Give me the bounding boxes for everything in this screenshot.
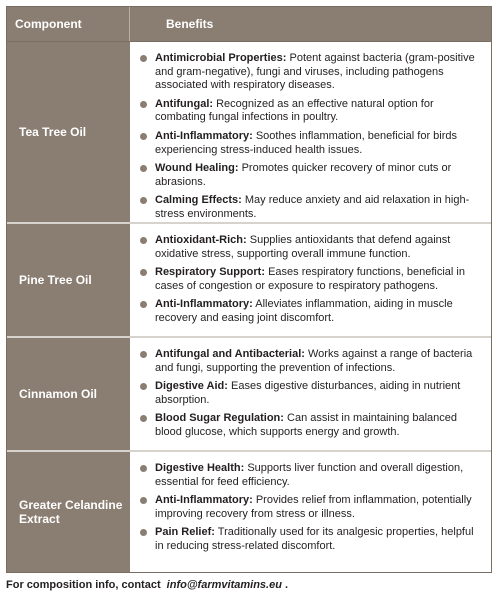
list-item [140, 348, 481, 375]
benefit-text: Provides relief from inflammation, potentially improving recovery from stress or illness. [155, 494, 472, 520]
benefit-list [130, 338, 491, 450]
list-item [140, 130, 481, 157]
benefit-text: Works against a range of bacteria and fungi, supporting the prevention of infections. [155, 348, 473, 374]
benefit-title: Calming Effects: [155, 194, 242, 207]
header-benefits: Benefits [166, 17, 214, 31]
bullet-icon [140, 465, 147, 472]
table-row [7, 338, 491, 452]
bullet-icon [140, 351, 147, 358]
component-name: Tea Tree Oil [7, 42, 130, 222]
benefit-text: Potent against bacteria (gram-positive and gram-negative), fungi and viruses, including pathogens associated with respiratory diseases. [155, 52, 475, 92]
component-name: Pine Tree Oil [7, 224, 130, 336]
list-item [140, 462, 481, 489]
bullet-icon [140, 133, 147, 140]
benefit-title: Antimicrobial Properties: [155, 52, 287, 64]
benefit-text: Eases respiratory functions, beneficial in cases of congestion or exposure to respiratory pathogens. [155, 266, 465, 292]
benefit-text: Supports liver function and overall digestion, essential for feed efficiency. [155, 462, 464, 488]
benefit-title: Anti-Inflammatory: [155, 129, 253, 142]
table-row [7, 42, 491, 224]
footer-period: . [284, 579, 289, 591]
bullet-icon [140, 269, 147, 276]
list-item [140, 298, 481, 325]
benefit-text: Promotes quicker recovery of minor cuts or abrasions. [155, 162, 452, 188]
bullet-icon [140, 197, 147, 204]
list-item [140, 162, 481, 189]
component-name: Cinnamon Oil [7, 338, 130, 450]
benefit-text: Can assist in maintaining balanced blood glucose, which supports energy and growth. [155, 412, 458, 438]
bullet-icon [140, 415, 147, 422]
benefit-title: Digestive Aid: [155, 380, 228, 393]
list-item [140, 494, 481, 521]
bullet-icon [140, 301, 147, 308]
bullet-icon [140, 101, 147, 108]
bullet-icon [140, 497, 147, 504]
benefit-list [130, 452, 491, 572]
benefits-table [6, 6, 492, 573]
component-name: Greater Celandine Extract [7, 452, 130, 572]
benefit-title: Anti-Inflammatory: [155, 298, 253, 311]
benefit-title: Antifungal: [155, 97, 214, 110]
bullet-icon [140, 165, 147, 172]
benefit-title: Anti-Inflammatory: [155, 494, 253, 507]
bullet-icon [140, 383, 147, 390]
footer-note [6, 579, 288, 591]
benefit-text: Supplies antioxidants that defend against oxidative stress, supporting overall immune function. [155, 234, 451, 260]
benefit-text: Alleviates inflammation, aiding in muscle recovery and easing joint discomfort. [155, 298, 453, 324]
bullet-icon [140, 529, 147, 536]
benefit-title: Blood Sugar Regulation: [155, 412, 284, 425]
benefit-title: Wound Healing: [155, 162, 239, 175]
benefit-text: Soothes inflammation, beneficial for birds experiencing stress-induced health issues. [155, 129, 458, 156]
footer-text: For composition info, contact [6, 579, 161, 591]
list-item [140, 98, 481, 125]
list-item [140, 234, 481, 261]
bullet-icon [140, 237, 147, 244]
benefit-text: Recognized as an effective natural option for combating fungal infections in poultry. [155, 97, 434, 124]
list-item [140, 266, 481, 293]
benefit-title: Respiratory Support: [155, 266, 266, 279]
list-item [140, 380, 481, 407]
table-row [7, 224, 491, 338]
benefit-text: Eases digestive disturbances, aiding in nutrient absorption. [155, 380, 461, 406]
list-item [140, 412, 481, 439]
table-header [7, 7, 491, 42]
benefit-title: Digestive Health: [155, 462, 245, 474]
table-row [7, 452, 491, 572]
bullet-icon [140, 55, 147, 62]
benefit-list [130, 42, 491, 222]
benefit-title: Antioxidant-Rich: [155, 234, 247, 246]
benefit-list [130, 224, 491, 336]
list-item [140, 194, 481, 221]
contact-email-link[interactable]: info@farmvitamins.eu [166, 579, 282, 591]
list-item [140, 526, 481, 553]
benefit-text: Traditionally used for its analgesic properties, helpful in reducing stress-related discomfort. [155, 526, 474, 552]
benefit-title: Pain Relief: [155, 526, 215, 539]
benefit-text: May reduce anxiety and aid relaxation in high-stress environments. [155, 194, 470, 220]
header-component: Component [7, 7, 130, 41]
benefit-title: Antifungal and Antibacterial: [155, 348, 305, 360]
list-item [140, 52, 481, 93]
